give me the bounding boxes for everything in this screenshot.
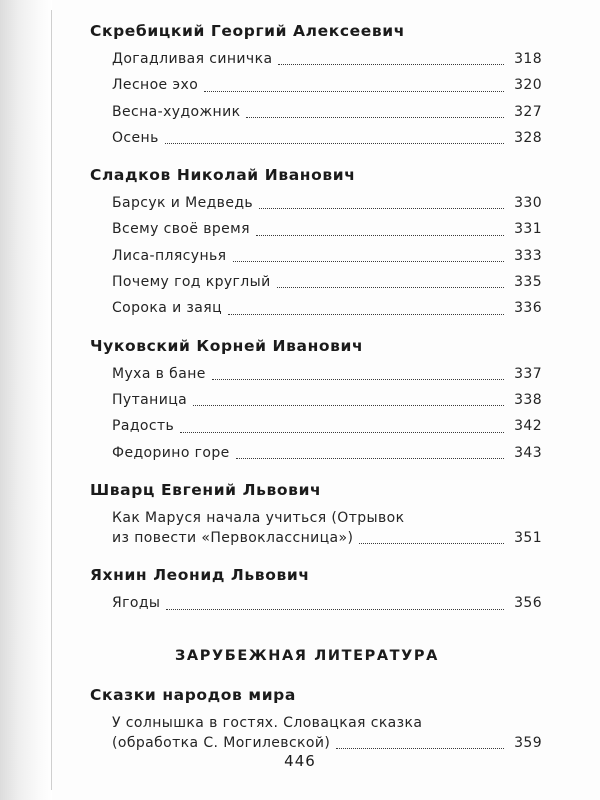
toc-entry-title: Барсук и Медведь	[112, 195, 254, 212]
toc-entry-title: Сорока и заяц	[112, 300, 223, 317]
toc-group	[72, 686, 542, 754]
toc-entry-title: Догадливая синичка	[112, 51, 273, 67]
toc-entry-title: Лесное эхо	[112, 77, 199, 94]
toc-entry-page: 330	[514, 195, 542, 212]
toc-entry-page: 356	[514, 595, 542, 612]
toc-entry-title: Радость	[112, 418, 175, 435]
toc-entry[interactable]	[112, 102, 542, 122]
toc-entry-page: 336	[514, 300, 542, 317]
toc-entry[interactable]	[112, 49, 542, 69]
toc-entry-page: 328	[514, 129, 542, 146]
toc-entry-page: 338	[514, 391, 542, 408]
page-gutter-line	[51, 10, 52, 790]
toc-entry-title: Муха в бане	[112, 365, 206, 382]
toc-entry-page: 327	[514, 103, 542, 120]
dot-leader	[233, 260, 505, 262]
toc-group	[72, 337, 542, 463]
toc-group	[72, 22, 542, 148]
toc-entry[interactable]	[112, 298, 542, 318]
dot-leader	[193, 404, 504, 406]
toc-entry[interactable]	[112, 272, 542, 292]
dot-leader	[228, 313, 504, 315]
toc-entry[interactable]	[112, 128, 542, 148]
author-heading: Яхнин Леонид Львович	[90, 566, 310, 585]
toc-entry-page: 318	[514, 51, 542, 67]
toc-entry-title: Лиса-плясунья	[112, 247, 227, 264]
toc-entry[interactable]	[112, 246, 542, 266]
toc-entry[interactable]	[112, 443, 542, 463]
toc-entry-page: 331	[514, 221, 542, 238]
dot-leader	[165, 142, 504, 144]
toc-entry-page: 351	[514, 530, 542, 547]
toc-entry-title: Федорино горе	[112, 444, 230, 461]
dot-leader	[277, 286, 504, 288]
toc-entry[interactable]	[112, 508, 542, 549]
toc-entry-page: 342	[514, 418, 542, 435]
toc-entry[interactable]	[112, 593, 542, 613]
toc-entry[interactable]	[112, 364, 542, 384]
toc-entry-page: 337	[514, 365, 542, 382]
dot-leader	[256, 234, 504, 236]
toc-entry-title-line2: из повести «Первоклассница»)	[112, 530, 354, 547]
toc-entry-page: 333	[514, 247, 542, 264]
toc-entry-title: Ягоды	[112, 595, 161, 612]
dot-leader	[204, 90, 504, 92]
toc-entry-title: Весна-художник	[112, 103, 241, 120]
author-heading: Скребицкий Георгий Алексеевич	[90, 22, 405, 40]
toc-entry[interactable]	[112, 219, 542, 239]
toc-entry-title-line1: Как Маруся начала учиться (Отрывок	[112, 509, 405, 526]
toc-entry[interactable]	[112, 713, 542, 754]
toc-entry-title: Всему своё время	[112, 221, 250, 238]
toc-entry-page: 359	[514, 735, 542, 752]
dot-leader	[336, 747, 504, 749]
dot-leader	[259, 207, 504, 209]
author-heading: Чуковский Корней Иванович	[90, 336, 364, 355]
dot-leader	[236, 457, 504, 459]
author-heading: Сладков Николай Иванович	[90, 166, 356, 185]
dot-leader	[278, 63, 504, 65]
toc-group	[72, 566, 542, 613]
toc-group	[72, 166, 542, 318]
toc-entry-title: Путаница	[112, 391, 188, 408]
toc-group	[72, 481, 542, 549]
toc-entry-title-line1: У солнышка в гостях. Словацкая сказка	[112, 714, 423, 731]
toc-entry-page: 335	[514, 274, 542, 291]
toc-entry-page: 343	[514, 444, 542, 461]
toc-entry-title: Почему год круглый	[112, 274, 271, 291]
dot-leader	[180, 431, 504, 433]
page-gutter-shadow	[0, 0, 52, 800]
toc-entry-title-line2: (обработка С. Могилевской)	[112, 735, 331, 752]
toc-entry[interactable]	[112, 416, 542, 436]
dot-leader	[166, 608, 504, 610]
toc-entry-page: 320	[514, 77, 542, 94]
table-of-contents	[72, 22, 542, 771]
section-heading: ЗАРУБЕЖНАЯ ЛИТЕРАТУРА	[175, 647, 439, 664]
author-heading: Сказки народов мира	[90, 685, 296, 704]
dot-leader	[212, 378, 504, 380]
author-heading: Шварц Евгений Львович	[90, 480, 322, 499]
page-folio: 446	[284, 752, 316, 770]
toc-entry[interactable]	[112, 390, 542, 410]
dot-leader	[359, 542, 504, 544]
toc-entry[interactable]	[112, 75, 542, 95]
dot-leader	[246, 116, 504, 118]
toc-entry-title: Осень	[112, 129, 159, 146]
toc-entry[interactable]	[112, 193, 542, 213]
